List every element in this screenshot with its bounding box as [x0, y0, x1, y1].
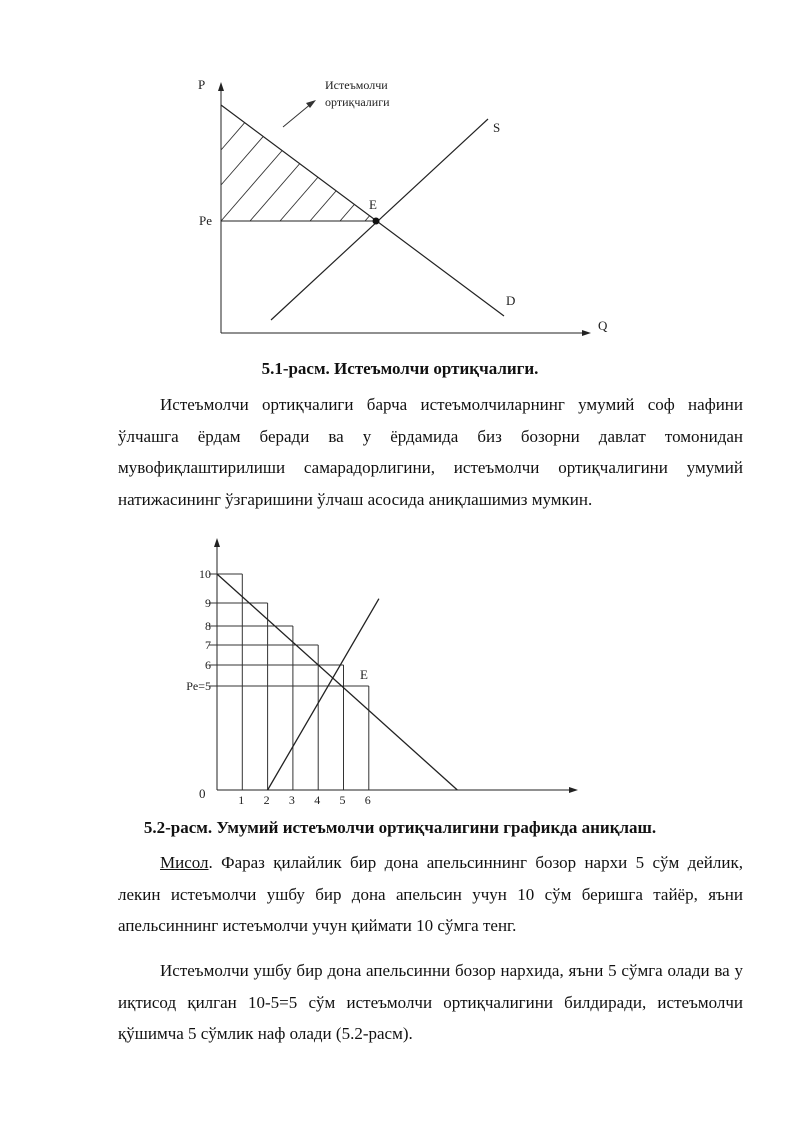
figure-2-caption: 5.2-расм. Умумий истеъмолчи ортиқчалигини графикда аниқлаш. [143, 818, 657, 837]
label-pe: Pe [199, 213, 212, 228]
axis-label-p: P [198, 77, 206, 92]
y-tick-label-1: 10 [199, 567, 211, 581]
example-label: Мисол [160, 853, 209, 872]
x-tick-label-6: 6 [364, 793, 371, 807]
y-tick-label-3: 8 [205, 619, 211, 633]
x-tick-label-5: 5 [339, 793, 346, 807]
demand-curve [217, 574, 457, 790]
equilibrium-label: E [360, 667, 368, 682]
y-tick-label-4: 7 [205, 638, 211, 652]
paragraph-3: Истеъмолчи ушбу бир дона апельсинни бозор нархида, яъни 5 сўмга олади ва у иқтисод қилган 10-5=5 сўм истеъмолчи ортиқчалигини билдиради, истеъмолчи қўшимча 5 сўмлик наф олади (5.2-расм). [118, 961, 743, 1043]
x-tick-label-2: 2 [263, 793, 270, 807]
paragraph-2: Мисол. Фараз қилайлик бир дона апельсиннинг бозор нархи 5 сўм дейлик, лекин истеъмолчи ушбу бир дона апельсин учун 10 сўм беришга тайёр, яъни апельсиннинг истеъмолчи учун қиймати 10 сўмга тенг. [118, 853, 743, 935]
label-e: E [369, 197, 377, 212]
annotation-pointer [283, 103, 312, 127]
supply-curve [268, 599, 379, 790]
x-tick-label-4: 4 [314, 793, 321, 807]
equilibrium-point [373, 218, 380, 225]
annotation-text-1: Истеъмолчи [325, 78, 388, 92]
annotation-text-2: ортиқчалиги [325, 95, 390, 109]
consumer-surplus-hatch [221, 105, 440, 221]
x-axis-arrow [582, 330, 591, 336]
y-tick-label-5: 6 [205, 658, 211, 672]
x-tick-label-1: 1 [238, 793, 245, 807]
y-axis-arrow [214, 538, 220, 547]
axis-label-q: Q [598, 318, 608, 333]
paragraph-1: Истеъмолчи ортиқчалиги барча истеъмолчиларнинг умумий соф нафини ўлчашга ёрдам беради ва у ёрдамида биз бозорни давлат томонидан мувофиқлаштирилиши самарадорлигини, истеъмолчи ортиқчалигини умумий натижасининг ўзгаришини ўлчаш асосида аниқлашимиз мумкин. [118, 395, 743, 509]
demand-curve [221, 105, 504, 316]
figure-total-consumer-surplus [0, 530, 800, 815]
supply-curve [271, 119, 488, 320]
figure-1-caption: 5.1-расм. Истеъмолчи ортиқчалиги. [261, 359, 539, 378]
x-axis-arrow [569, 787, 578, 793]
figure-consumer-surplus [0, 0, 800, 350]
label-d: D [506, 293, 516, 308]
y-axis-arrow [218, 82, 224, 91]
y-tick-label-6: Pe=5 [186, 679, 211, 693]
y-tick-label-2: 9 [205, 596, 211, 610]
x-tick-label-3: 3 [288, 793, 295, 807]
label-s: S [493, 120, 501, 135]
origin-label: 0 [199, 786, 206, 801]
